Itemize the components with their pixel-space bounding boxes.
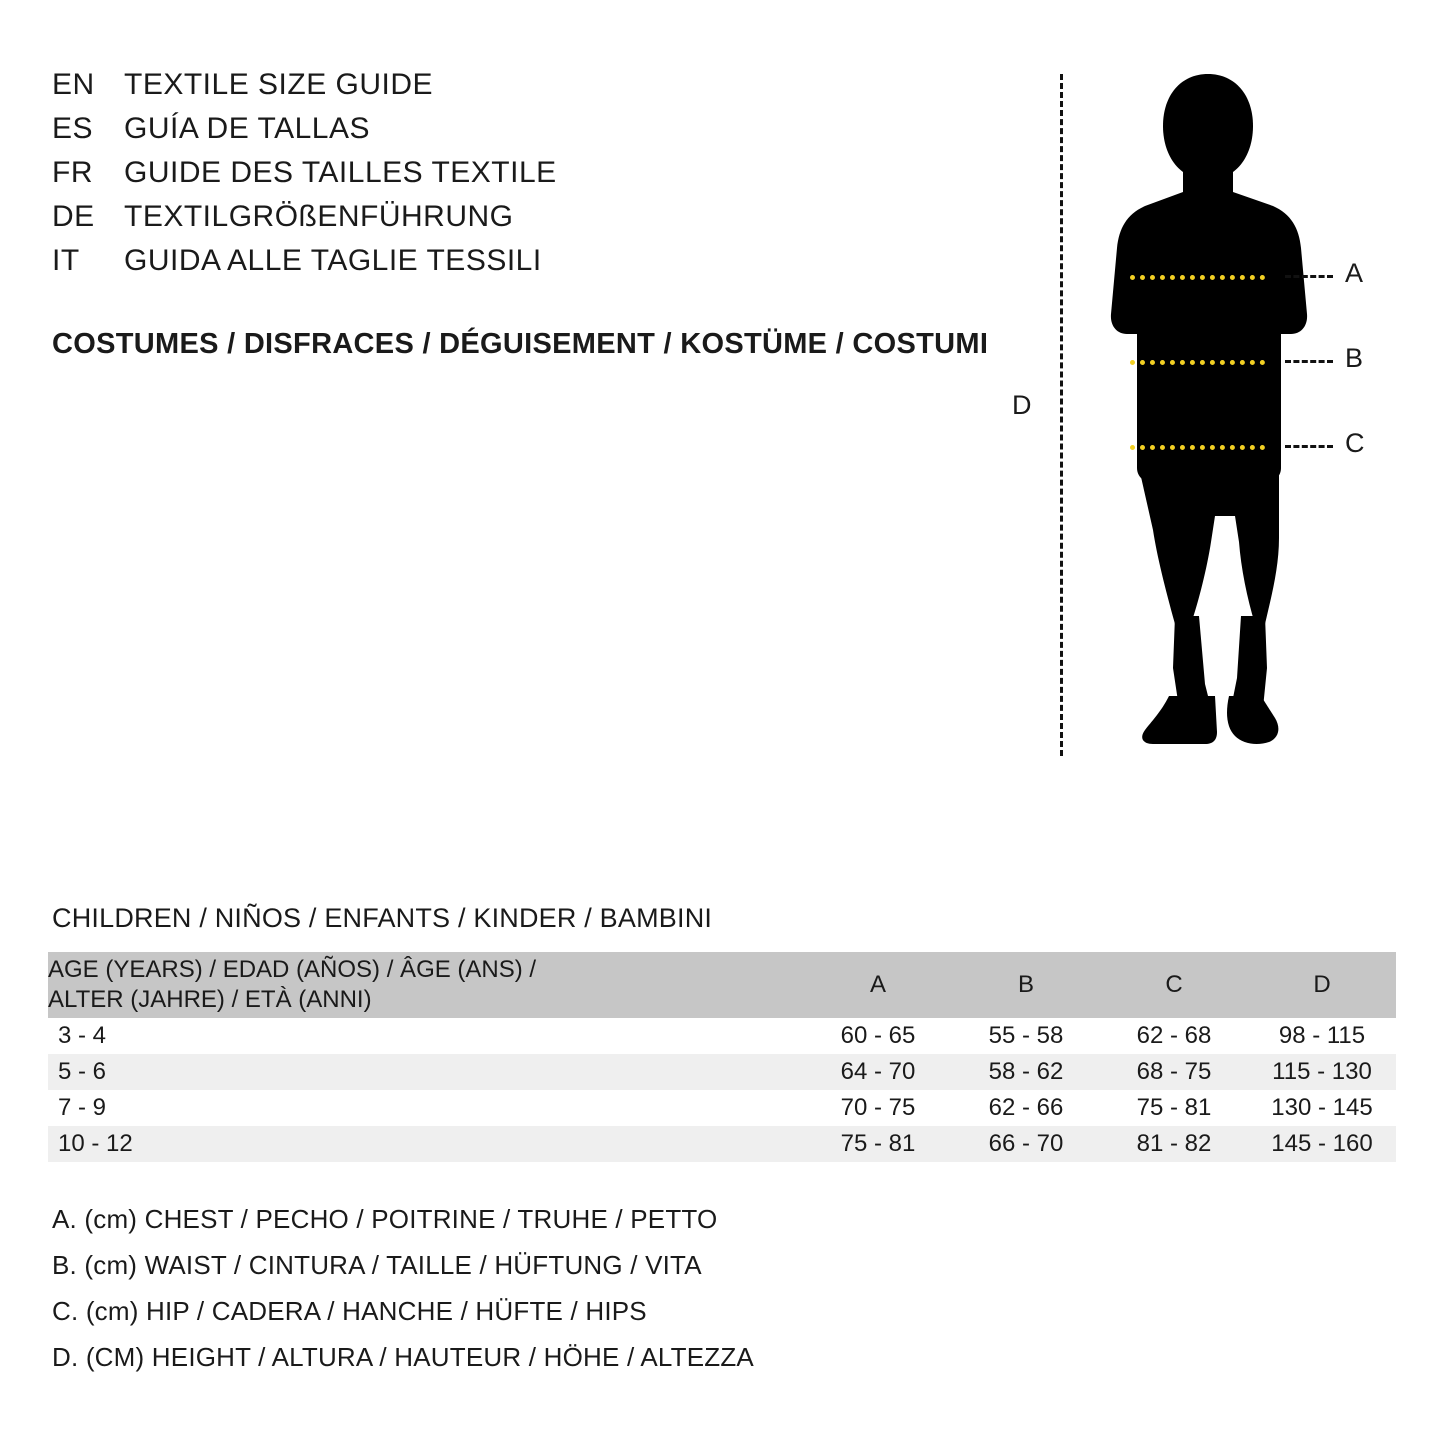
language-row-de: [52, 200, 952, 244]
height-guide-line: [1060, 74, 1063, 756]
language-text-it: GUIDA ALLE TAGLIE TESSILI: [124, 244, 542, 277]
cell-a: 70 - 75: [840, 1094, 916, 1121]
cell-b: 62 - 66: [988, 1094, 1064, 1121]
cell-c: 75 - 81: [1136, 1094, 1212, 1121]
cell-b: 66 - 70: [988, 1130, 1064, 1157]
category-line: COSTUMES / DISFRACES / DÉGUISEMENT / KOSTÜME / COSTUMI: [52, 328, 989, 360]
legend-a: A. (cm) CHEST / PECHO / POITRINE / TRUHE / PETTO: [52, 1204, 718, 1234]
size-table: [48, 952, 1396, 1162]
legend-c: C. (cm) HIP / CADERA / HANCHE / HÜFTE / HIPS: [52, 1296, 647, 1326]
cell-age: 5 - 6: [58, 1058, 107, 1085]
hip-measure-line: [1130, 445, 1265, 450]
header-age-line2: ALTER (JAHRE) / ETÀ (ANNI): [48, 986, 372, 1013]
language-code-en: EN: [52, 68, 95, 101]
cell-a: 75 - 81: [840, 1130, 916, 1157]
label-b: B: [1345, 343, 1364, 373]
language-row-fr: [52, 156, 952, 200]
chest-measure-line: [1130, 275, 1265, 280]
table-row: [48, 1090, 1396, 1126]
children-section-title: CHILDREN / NIÑOS / ENFANTS / KINDER / BAMBINI: [52, 903, 713, 933]
waist-leader-line: [1285, 360, 1333, 363]
header-age-line1: AGE (YEARS) / EDAD (AÑOS) / ÂGE (ANS) /: [48, 956, 537, 983]
language-row-es: [52, 112, 952, 156]
cell-age: 7 - 9: [58, 1094, 107, 1121]
language-title-block: [52, 68, 952, 288]
cell-d: 115 - 130: [1272, 1058, 1372, 1085]
measurement-legend: [52, 1196, 1052, 1380]
cell-age: 10 - 12: [58, 1130, 133, 1157]
cell-c: 68 - 75: [1136, 1058, 1212, 1085]
cell-d: 98 - 115: [1278, 1022, 1366, 1049]
cell-a: 60 - 65: [840, 1022, 916, 1049]
figure-diagram: [1000, 60, 1420, 740]
header-c: C: [1100, 952, 1248, 1018]
cell-a: 64 - 70: [840, 1058, 916, 1085]
cell-c: 81 - 82: [1136, 1130, 1212, 1157]
language-text-de: TEXTILGRÖßENFÜHRUNG: [124, 200, 514, 233]
language-text-es: GUÍA DE TALLAS: [124, 112, 370, 145]
waist-measure-line: [1130, 360, 1265, 365]
language-row-en: [52, 68, 952, 112]
language-code-es: ES: [52, 112, 94, 145]
cell-d: 145 - 160: [1271, 1130, 1373, 1157]
label-c: C: [1345, 428, 1365, 458]
table-row: [48, 1054, 1396, 1090]
language-text-fr: GUIDE DES TAILLES TEXTILE: [124, 156, 557, 189]
hip-leader-line: [1285, 445, 1333, 448]
header-b: B: [952, 952, 1100, 1018]
language-code-it: IT: [52, 244, 80, 277]
legend-b: B. (cm) WAIST / CINTURA / TAILLE / HÜFTUNG / VITA: [52, 1250, 702, 1280]
language-text-en: TEXTILE SIZE GUIDE: [124, 68, 434, 101]
label-d: D: [1012, 390, 1032, 420]
table-row: [48, 1126, 1396, 1162]
legend-d: D. (CM) HEIGHT / ALTURA / HAUTEUR / HÖHE / ALTEZZA: [52, 1342, 754, 1372]
header-a: A: [804, 952, 952, 1018]
language-code-de: DE: [52, 200, 95, 233]
language-row-it: [52, 244, 952, 288]
child-silhouette-icon: [1095, 68, 1325, 748]
table-header-row: [48, 952, 1396, 1018]
cell-age: 3 - 4: [58, 1022, 107, 1049]
table-row: [48, 1018, 1396, 1054]
language-code-fr: FR: [52, 156, 93, 189]
header-d: D: [1248, 952, 1396, 1018]
cell-d: 130 - 145: [1271, 1094, 1373, 1121]
label-a: A: [1345, 258, 1364, 288]
header-age: [48, 952, 804, 1018]
cell-b: 55 - 58: [988, 1022, 1064, 1049]
cell-c: 62 - 68: [1136, 1022, 1212, 1049]
chest-leader-line: [1285, 275, 1333, 278]
cell-b: 58 - 62: [988, 1058, 1064, 1085]
